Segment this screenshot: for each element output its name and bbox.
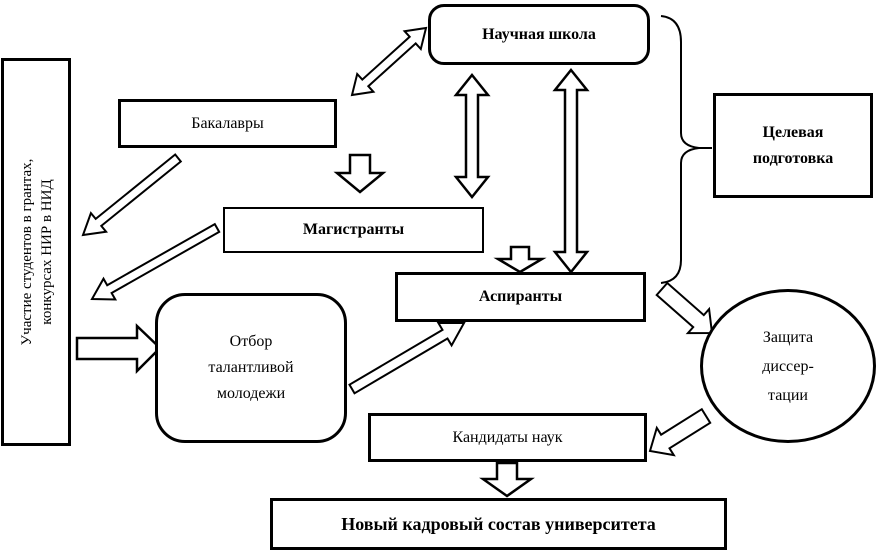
postgraduates-label: Аспиранты — [478, 288, 563, 305]
node-bachelors — [118, 99, 337, 148]
node-talent-selection — [155, 293, 347, 443]
arrow-candidates-newstaff — [483, 463, 531, 496]
arrow-participation-selection — [77, 326, 160, 371]
participation-line1: Участие студентов в грантах, — [19, 158, 35, 346]
arrow-bachelors-masters — [337, 155, 383, 192]
node-scientific-school — [428, 4, 650, 65]
node-masters — [223, 207, 484, 253]
arrow-school-postgraduates — [555, 70, 587, 272]
node-postgraduates — [395, 272, 646, 322]
node-student-participation — [1, 58, 71, 446]
arrow-masters-postgraduates — [498, 247, 542, 272]
node-targeted-training — [713, 93, 873, 198]
talent-selection-line3: молодежи — [216, 385, 286, 402]
brace-targeted-training — [661, 16, 712, 283]
scientific-school-label: Научная школа — [482, 25, 596, 43]
dissertation-defense-line2: диссер- — [762, 357, 814, 375]
science-candidates-label: Кандидаты наук — [452, 428, 563, 446]
arrow-masters-participation — [92, 224, 219, 299]
talent-selection-line1: Отбор — [229, 333, 273, 350]
arrow-defense-candidates — [650, 409, 710, 455]
targeted-training-line1: Целевая — [762, 123, 824, 141]
targeted-training-line2: подготовка — [752, 149, 834, 167]
arrow-postgraduates-defense — [657, 283, 712, 333]
participation-line2: конкурсах НИР в НИД — [39, 179, 55, 325]
dissertation-defense-line1: Защита — [762, 328, 814, 346]
new-staff-label: Новый кадровый состав университета — [341, 514, 656, 534]
talent-selection-line2: талантливой — [208, 359, 294, 376]
masters-label: Магистранты — [302, 221, 405, 238]
arrow-bachelors-school — [352, 28, 426, 95]
dissertation-defense-line3: тации — [768, 386, 808, 404]
node-dissertation-defense — [700, 289, 876, 443]
student-participation-label — [6, 61, 68, 443]
node-science-candidates — [368, 413, 647, 462]
bachelors-label: Бакалавры — [191, 114, 264, 132]
arrow-bachelors-participation — [83, 155, 181, 236]
arrow-school-masters — [456, 75, 488, 197]
arrow-selection-postgraduates — [350, 323, 465, 393]
node-new-staff — [270, 498, 727, 550]
